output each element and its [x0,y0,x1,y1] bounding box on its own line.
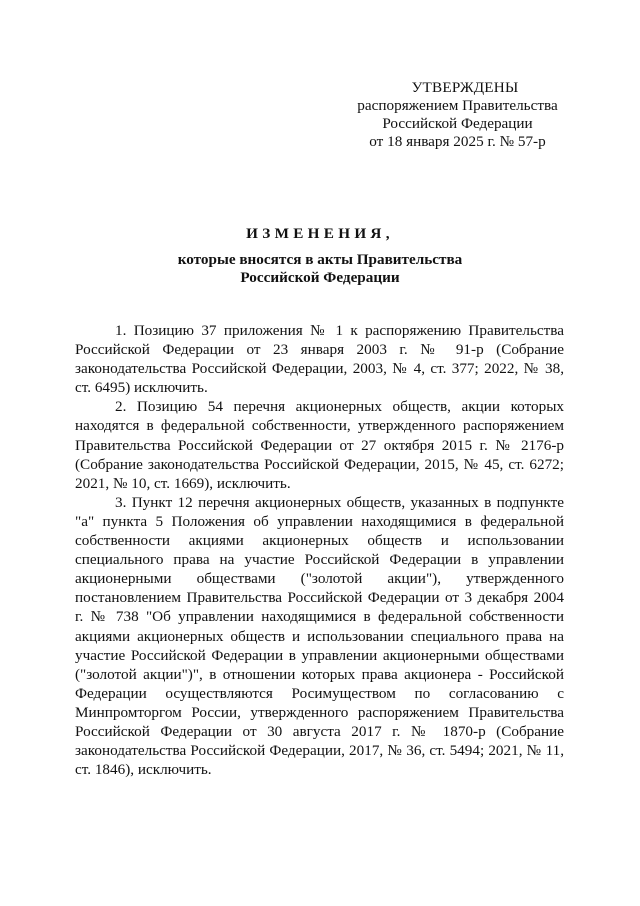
title-subtitle-2: Российской Федерации [240,269,400,286]
approval-heading: УТВЕРЖДЕНЫ [411,79,519,96]
title-subtitle-1: которые вносятся в акты Правительства [177,250,463,268]
approval-date: от 18 января 2025 г. № 57-р [369,133,546,150]
document-title [70,225,570,288]
paragraph-2: 2. Позицию 54 перечня акционерных обществ, акции которых находятся в федеральной собственности, утвержденного распоряжением Правительства Российской Федерации от 27 октября 2015 г. № 2176-р (Собрание законодательства Российской Федерации, 2015, № 45, ст. 6272; 2021, № 10, ст. 1669), исключить. [75,398,564,492]
title-heading: ИЗМЕНЕНИЯ, [246,225,394,242]
approval-line-2: распоряжением Правительства [357,97,558,114]
paragraph-3: 3. Пункт 12 перечня акционерных обществ, указанных в подпункте "а" пункта 5 Положения об управлении находящимися в федеральной собственности акциями акционерных обществ и использовании специального права на участие Российской Федерации в управлении акционерными обществами ("золотой акции"), утвержденного постановлением Правительства Российской Федерации от 3 декабря 2004 г. № 738 "Об управлении находящимися в федеральной собственности акциями акционерных обществ и использовании специального права на участие Российской Федерации в управлении акционерными обществами ("золотой акции")", в отношении которых права акционера - Российской Федерации осуществляются Росимуществом по согласованию с Минпромторгом России, утвержденного распоряжением Правительства Российской Федерации от 30 августа 2017 г. № 1870-р (Собрание законодательства Российской Федерации, 2017, № 36, ст. 5494; 2021, № 11, ст. 1846), исключить. [75,493,564,779]
approval-stamp [330,79,585,151]
approval-line-3: Российской Федерации [382,115,533,132]
paragraph-1: 1. Позицию 37 приложения № 1 к распоряжению Правительства Российской Федерации от 23 января 2003 г. № 91-р (Собрание законодательства Российской Федерации, 2003, № 4, ст. 377; 2022, № 38, ст. 6495) исключить. [75,322,564,397]
document-body [75,321,564,779]
